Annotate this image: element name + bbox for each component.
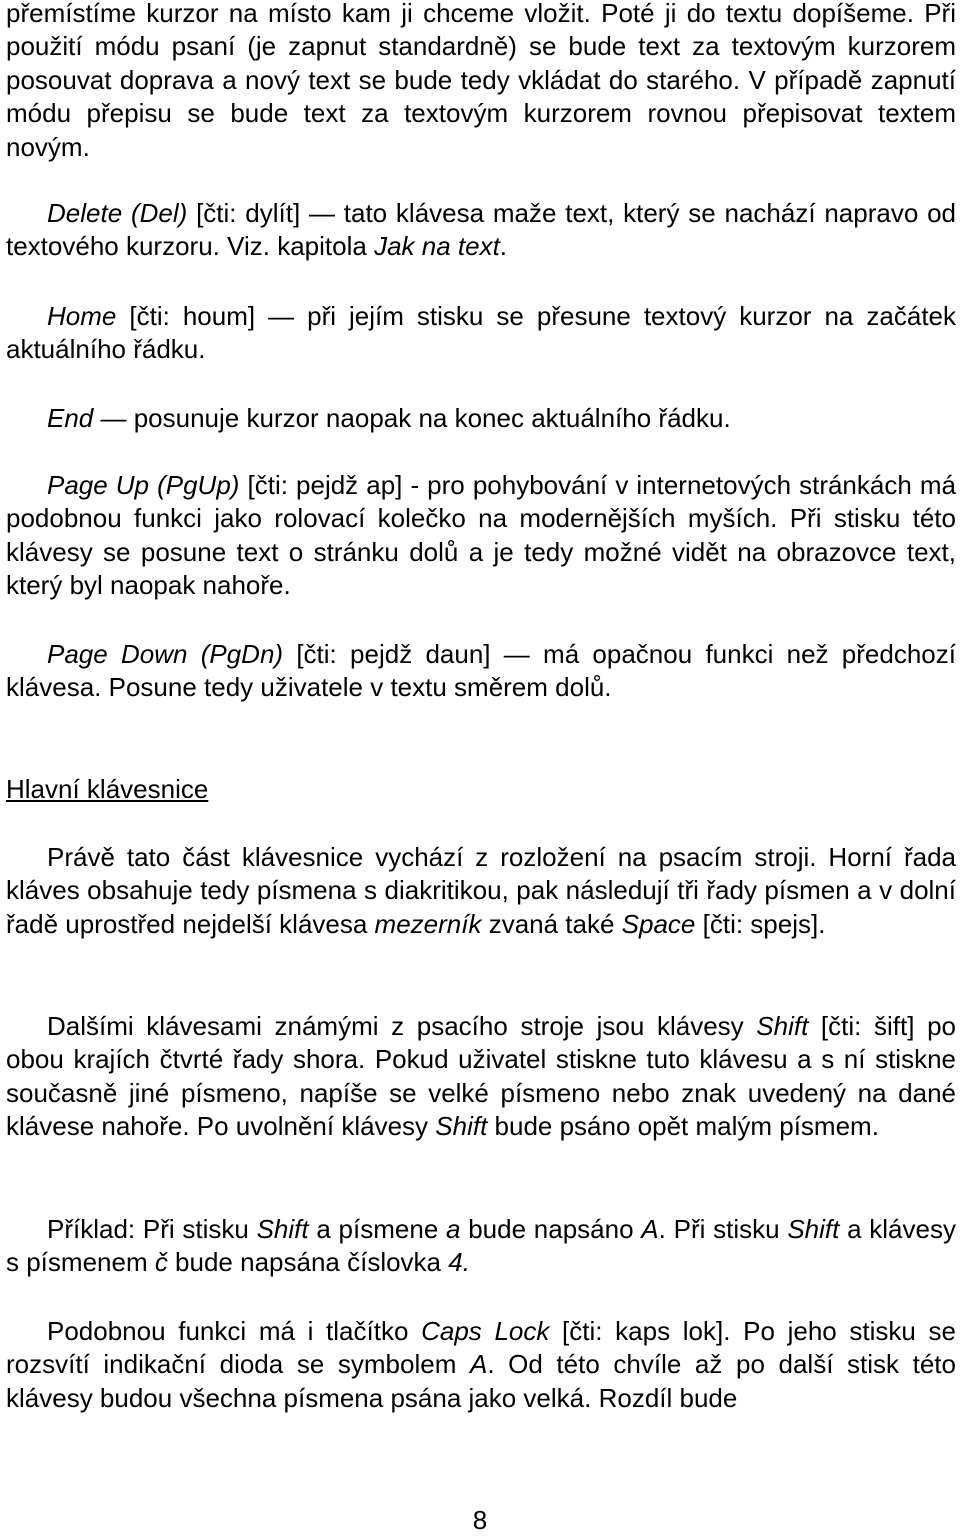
italic-term: Caps Lock — [421, 1316, 550, 1346]
text-run: [čti: kaps lok]. Po jeho stisku se rozsvítí indikační dioda se symbolem — [6, 1316, 956, 1380]
text-run: [čti: dylít] — tato klávesa maže text, který se nachází napravo od textového kurzoru. Viz. kapitola — [6, 198, 957, 262]
italic-term: mezerník — [374, 908, 482, 939]
paragraph-shift-example — [6, 1213, 956, 1280]
paragraph-intro — [6, 0, 956, 164]
text-run: Dalšími klávesami známými z psacího stroje jsou klávesy — [47, 1011, 757, 1041]
paragraph-caps-lock-key — [6, 1315, 956, 1415]
text-run: — posunuje kurzor naopak na konec aktuálního řádku. — [93, 403, 731, 433]
text-run: Právě tato část klávesnice vychází z rozložení na psacím stroji. Horní řada kláves obsahuje tedy písmena s diakritikou, pak následují tři řady písmen a v dolní řadě uprostřed nejdelší klávesa — [6, 842, 956, 939]
text-run: Hlavní klávesnice — [6, 774, 209, 804]
italic-term: Shift — [256, 1214, 309, 1244]
paragraph-delete-key — [6, 197, 956, 264]
text-run: [čti: houm] — při jejím stisku se přesune textový kurzor na začátek aktuálního řádku. — [6, 301, 956, 365]
text-run: [čti: spejs]. — [695, 908, 826, 939]
italic-term: A — [469, 1349, 488, 1380]
italic-term: Page Up (PgUp) — [47, 470, 240, 500]
italic-term: Home — [47, 301, 117, 331]
text-run: přemístíme kurzor na místo kam ji chceme vložit. Poté ji do textu dopíšeme. Při použití módu psaní (je zapnut standardně) se bude text za textovým kurzorem posouvat doprava a nový text se bude tedy vkládat do starého. V případě zapnutí módu přepisu se bude text za textovým kurzorem rovnou přepisovat textem novým. — [6, 0, 956, 162]
paragraph-home-key — [6, 300, 956, 367]
text-run: zvaná také — [481, 908, 622, 939]
text-run: bude napsána číslovka — [167, 1247, 449, 1278]
italic-term: Delete (Del) — [47, 198, 188, 228]
text-run: bude napsáno — [460, 1214, 642, 1244]
page-number: 8 — [472, 1505, 488, 1535]
text-run: a písmene — [308, 1214, 447, 1244]
text-run: . Od této chvíle až po další stisk této klávesy budou všechna písmena psána jako velká. Rozdíl bude — [6, 1349, 956, 1413]
italic-term: Page Down (PgDn) — [47, 639, 284, 669]
text-run: bude psáno opět malým písmem. — [487, 1111, 879, 1142]
italic-term: a — [446, 1214, 461, 1244]
paragraph-shift-key — [6, 1010, 956, 1144]
text-run: . Při stisku — [658, 1214, 788, 1244]
italic-term: Shift — [435, 1111, 488, 1142]
paragraph-end-key — [6, 402, 956, 435]
text-run: [čti: šift] po obou krajích čtvrté řady shora. Pokud uživatel stiskne tuto klávesu a s ní stiskne současně jiné písmeno, napíše se velké písmeno nebo znak uvedený na dané klávese nahoře. Po uvolnění klávesy — [6, 1011, 956, 1142]
text-run: Příklad: Při stisku — [47, 1214, 257, 1244]
italic-term: Jak na text — [374, 231, 500, 262]
italic-term: A — [641, 1214, 659, 1244]
paragraph-page-up-key — [6, 469, 956, 603]
text-run: . — [499, 231, 508, 262]
italic-term: Space — [621, 908, 696, 939]
paragraph-page-down-key — [6, 638, 956, 705]
italic-term: 4. — [448, 1247, 470, 1278]
italic-term: End — [47, 403, 94, 433]
italic-term: č — [154, 1247, 168, 1278]
text-run: Podobnou funkci má i tlačítko — [47, 1316, 422, 1346]
text-run: [čti: pejdž daun] — má opačnou funkci než předchozí klávesa. Posune tedy uživatele v textu směrem dolů. — [6, 639, 956, 703]
italic-term: Shift — [756, 1011, 809, 1041]
paragraph-main-keyboard — [6, 841, 956, 941]
text-run: [čti: pejdž ap] - pro pohybování v internetových stránkách má podobnou funkci jako rolovací kolečko na modernějších myších. Při stisku této klávesy se posune text o stránku dolů a je tedy možné vidět na obrazovce text, který byl naopak nahoře. — [6, 470, 956, 601]
text-run: a klávesy s písmenem — [6, 1214, 956, 1278]
section-heading — [6, 773, 208, 806]
italic-term: Shift — [787, 1214, 840, 1244]
